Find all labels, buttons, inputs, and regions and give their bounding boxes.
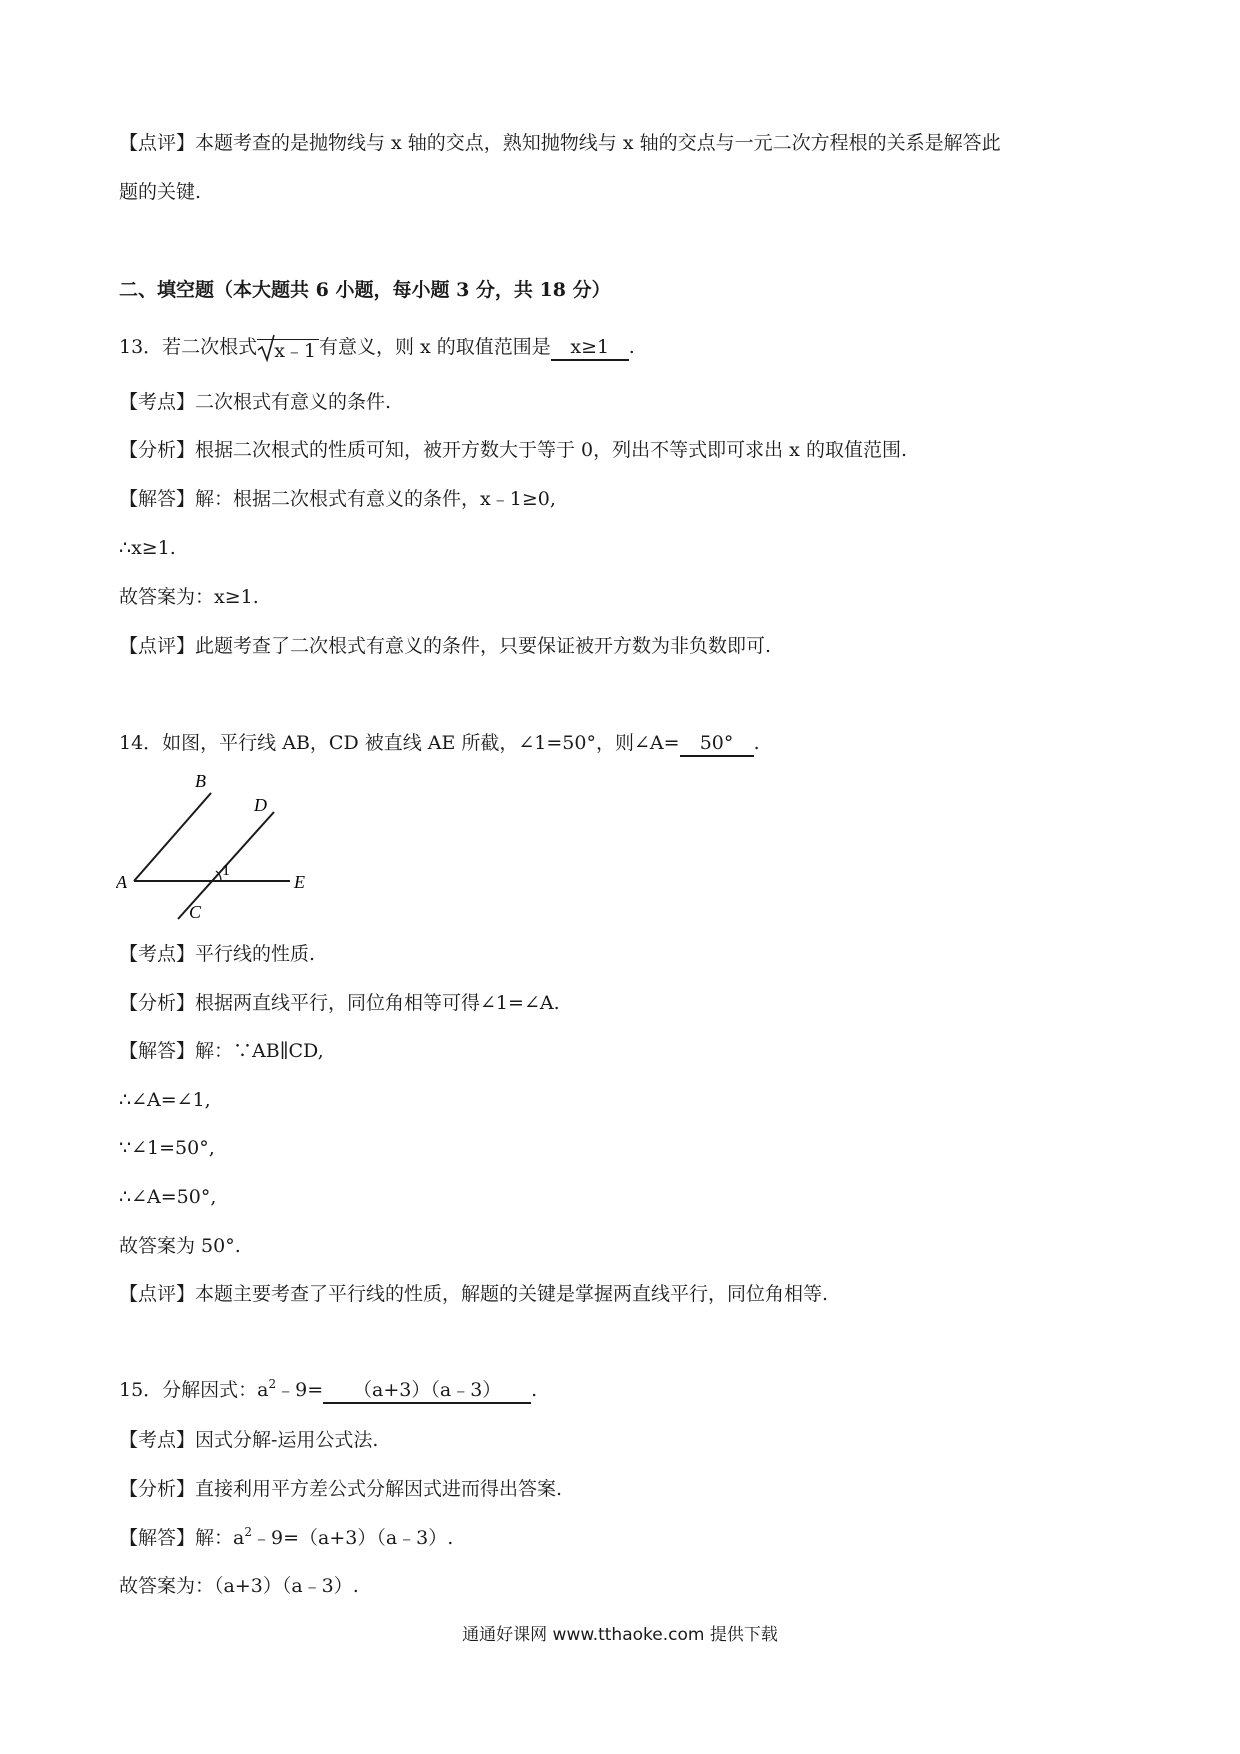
jieda-text: 解：∵AB∥CD, (195, 1040, 324, 1062)
q14-step3: ∴∠A=50°, (119, 1186, 217, 1208)
q13-jieda (119, 486, 556, 512)
q13-step1: ∴x≥1. (119, 537, 176, 559)
q15-answer: （a+3）（a﹣3） (323, 1378, 531, 1404)
kaodian-label: 【考点】 (119, 943, 196, 965)
q13-answer: x≥1 (551, 335, 629, 361)
q14-final: 故答案为 50°. (119, 1235, 241, 1257)
fenxi-label: 【分析】 (119, 1478, 196, 1500)
label-angle-1: 1 (222, 862, 230, 879)
comment-text: 本题考查的是抛物线与 x 轴的交点，熟知抛物线与 x 轴的交点与一元二次方程根的关系是解答此 (195, 132, 1001, 154)
q14-jieda (119, 1038, 324, 1064)
q13-prefix: 13．若二次根式 (119, 336, 258, 358)
q15-end: . (531, 1379, 538, 1401)
fenxi-label: 【分析】 (119, 439, 196, 461)
parallel-lines-figure (116, 767, 316, 922)
section-title: 二、填空题（本大题共 6 小题，每小题 3 分，共 18 分） (119, 279, 611, 301)
intro-comment-line1 (119, 130, 1001, 156)
q15-prefix: 15．分解因式：a (119, 1379, 269, 1401)
dianping-text: 本题主要考查了平行线的性质，解题的关键是掌握两直线平行，同位角相等. (195, 1283, 829, 1305)
kaodian-text: 因式分解-运用公式法. (195, 1429, 379, 1451)
fenxi-text: 根据两直线平行，同位角相等可得∠1=∠A. (195, 992, 560, 1014)
q14-dianping (119, 1281, 828, 1307)
jieda-label: 【解答】 (119, 1040, 196, 1062)
comment-label: 【点评】 (119, 132, 196, 154)
q14-prefix: 14．如图，平行线 AB，CD 被直线 AE 所截，∠1=50°，则∠A= (119, 732, 680, 754)
q15-exponent: 2 (268, 1377, 277, 1391)
q14-step2: ∵∠1=50°, (119, 1137, 215, 1159)
label-b: B (195, 771, 206, 791)
q14-step1: ∴∠A=∠1, (119, 1089, 211, 1111)
jieda-label: 【解答】 (119, 1527, 196, 1549)
q15-mid: ﹣9= (276, 1379, 324, 1401)
jieda-text: 解：根据二次根式有意义的条件，x﹣1≥0, (195, 488, 556, 510)
page-footer: 通通好课网 www.tthaoke.com 提供下载 (462, 1625, 778, 1645)
kaodian-text: 平行线的性质. (195, 943, 316, 965)
dianping-label: 【点评】 (119, 635, 196, 657)
dianping-text: 此题考查了二次根式有意义的条件，只要保证被开方数为非负数即可. (195, 635, 772, 657)
fenxi-text: 根据二次根式的性质可知，被开方数大于等于 0，列出不等式即可求出 x 的取值范围. (195, 439, 907, 461)
q14-kaodian (119, 941, 315, 967)
label-a: A (116, 872, 127, 892)
q15-jieda (119, 1525, 453, 1551)
q13-final: 故答案为：x≥1. (119, 586, 259, 608)
q13-dianping (119, 633, 771, 659)
line-ab (134, 793, 211, 881)
q13-radicand: x﹣1 (257, 339, 319, 362)
sqrt-symbol (257, 337, 319, 364)
kaodian-label: 【考点】 (119, 391, 196, 413)
kaodian-label: 【考点】 (119, 1429, 196, 1451)
q13-stem (119, 334, 635, 364)
dianping-label: 【点评】 (119, 1283, 196, 1305)
q13-end: . (628, 336, 635, 358)
jieda-exponent: 2 (244, 1525, 252, 1539)
label-d: D (254, 795, 267, 815)
label-e: E (294, 872, 305, 892)
fenxi-label: 【分析】 (119, 992, 196, 1014)
jieda-label: 【解答】 (119, 488, 196, 510)
q13-fenxi (119, 437, 907, 463)
q13-kaodian (119, 389, 391, 415)
q14-end: . (753, 732, 760, 754)
jieda-text-rest: ﹣9=（a+3）（a﹣3）. (251, 1527, 454, 1549)
q15-stem (119, 1377, 537, 1404)
q14-stem (119, 730, 760, 757)
q15-kaodian (119, 1427, 378, 1453)
q13-suffix: 有意义，则 x 的取值范围是 (319, 336, 551, 358)
intro-comment-line2: 题的关键. (119, 181, 202, 203)
q15-final: 故答案为：（a+3）（a﹣3）. (119, 1575, 359, 1597)
radical-sign-icon (257, 333, 275, 363)
jieda-text: 解：a (195, 1527, 245, 1549)
kaodian-text: 二次根式有意义的条件. (195, 391, 392, 413)
q15-fenxi (119, 1476, 562, 1502)
q14-fenxi (119, 990, 560, 1016)
label-c: C (189, 902, 202, 922)
q14-answer: 50° (680, 731, 754, 757)
fenxi-text: 直接利用平方差公式分解因式进而得出答案. (195, 1478, 563, 1500)
